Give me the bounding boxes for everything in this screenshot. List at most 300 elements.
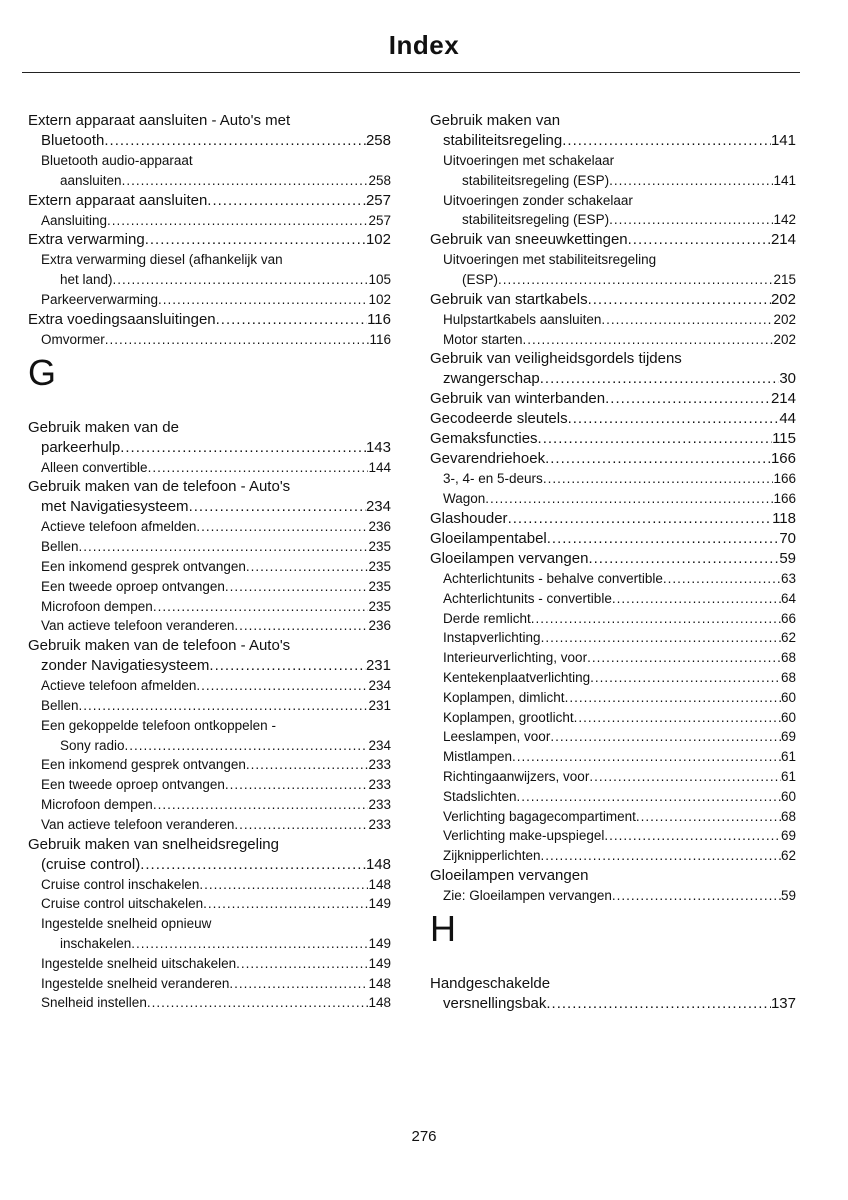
index-subentry [430,589,796,609]
entry-text: Bellen [41,697,79,713]
section-letter: G [28,351,57,393]
dot-leader [216,310,367,330]
dot-leader [517,787,781,807]
entry-text: Microfoon dempen [41,598,153,614]
index-entry [430,549,796,569]
dot-leader [568,409,780,429]
index-subentry [28,616,391,636]
page-reference: 116 [369,331,391,347]
entry-text: zwangerschap [443,370,540,388]
entry-text: zonder Navigatiesysteem [41,657,210,675]
title-divider [22,72,800,73]
entry-text: Gloeilampen vervangen [430,549,589,567]
index-subentry [430,628,796,648]
page-reference: 68 [780,808,796,824]
index-subentry [28,211,391,231]
entry-text: (ESP) [462,271,499,287]
page-reference: 233 [368,777,391,793]
dot-leader [612,886,781,906]
page-reference: 44 [779,410,796,428]
entry-text: Een tweede oproep ontvangen [41,578,225,594]
page-reference: 235 [368,598,391,614]
dot-leader [565,688,781,708]
dot-leader [588,290,771,310]
entry-text: Mistlampen [443,749,513,765]
entry-text: Achterlichtunits - convertible [443,590,612,606]
index-entry [430,529,796,549]
page-reference: 234 [365,498,391,516]
index-entry [430,994,796,1014]
entry-text: Bluetooth [41,132,105,149]
entry-text: Ingestelde snelheid uitschakelen [41,955,237,971]
index-subentry [430,489,796,509]
entry-text: Gebruik van sneeuwkettingen [430,231,628,249]
entry-text: Derde remlicht [443,610,531,626]
index-subentry [430,668,796,688]
page-reference: 61 [780,768,796,784]
entry-text: Een tweede oproep ontvangen [41,777,225,793]
index-entry [28,438,391,458]
index-subentry [28,171,391,191]
dot-leader [196,676,368,696]
index-subentry [28,775,391,795]
page-reference: 69 [780,729,796,745]
entry-text: het land) [60,272,113,288]
dot-leader [541,628,781,648]
page-reference: 234 [368,737,391,753]
page-reference: 144 [368,459,391,475]
dot-leader [547,529,780,549]
dot-leader [207,191,366,211]
page-reference: 141 [770,132,796,149]
entry-text: Cruise control uitschakelen [41,896,204,912]
dot-leader [246,755,369,775]
index-entry [28,310,391,330]
page-reference: 102 [368,291,391,307]
page-reference: 258 [368,172,391,188]
entry-text: Verlichting make-upspiegel [443,828,605,844]
page-reference: 235 [368,539,391,555]
dot-leader [209,656,366,676]
index-entry [28,111,391,131]
page-reference: 69 [780,828,796,844]
page-reference: 62 [780,630,796,646]
entry-text: Extern apparaat aansluiten - Auto's met [28,112,291,129]
dot-leader [588,549,779,569]
entry-text: Gebruik maken van de telefoon - Auto's [28,637,291,655]
dot-leader [189,497,366,517]
index-entry [28,191,391,211]
index-subentry [430,469,796,489]
page-reference: 59 [780,887,796,903]
page-reference: 137 [770,994,796,1012]
index-entry [430,866,796,886]
index-entry [28,855,391,875]
entry-text: Extra verwarming [28,231,145,249]
index-entry [28,230,391,250]
page-reference: 68 [780,650,796,666]
index-column-left [28,111,391,1013]
entry-text: Actieve telefoon afmelden [41,519,197,535]
entry-text: Interieurverlichting, voor [443,650,588,666]
dot-leader [512,747,781,767]
index-entry [430,131,796,151]
entry-text: Motor starten [443,331,523,347]
index-subentry [28,914,391,934]
entry-text: Extra voedingsaansluitingen [28,310,216,328]
entry-text: Snelheid instellen [41,995,147,1011]
dot-leader [234,616,368,636]
page-reference: 148 [368,995,391,1011]
page-reference: 102 [365,231,391,249]
index-subentry [28,676,391,696]
entry-text: 3-, 4- en 5-deurs [443,471,543,487]
index-entry [430,449,796,469]
dot-leader [543,469,774,489]
index-subentry [28,517,391,537]
page-reference: 148 [365,855,391,873]
dot-leader [79,696,369,716]
dot-leader [229,974,368,994]
entry-text: Stadslichten [443,788,517,804]
section-letter: H [430,907,456,949]
index-subentry [28,290,391,310]
entry-text: Glashouder [430,509,508,527]
page-reference: 231 [368,697,391,713]
dot-leader [612,589,781,609]
dot-leader [153,597,369,617]
page-reference: 233 [368,816,391,832]
entry-text: Uitvoeringen zonder schakelaar [443,192,633,208]
index-subentry [28,537,391,557]
entry-text: Gebruik van veiligheidsgordels tijdens [430,350,682,368]
index-subentry [28,875,391,895]
dot-leader [546,994,771,1014]
page-reference: 202 [773,311,796,327]
index-subentry [28,250,391,270]
dot-leader [147,993,369,1013]
dot-leader [550,727,781,747]
entry-text: Achterlichtunits - behalve convertible [443,570,663,586]
index-subentry [430,727,796,747]
page-reference: 202 [773,331,796,347]
index-entry [430,349,796,369]
entry-text: Alleen convertible [41,459,148,475]
dot-leader [236,954,368,974]
dot-leader [574,708,781,728]
entry-text: met Navigatiesysteem [41,498,189,516]
index-subentry [430,569,796,589]
page-reference: 166 [773,471,796,487]
entry-text: Richtingaanwijzers, voor [443,768,590,784]
dot-leader [140,855,366,875]
dot-leader [531,609,781,629]
page-number: 276 [411,1128,437,1145]
dot-leader [131,934,368,954]
page-reference: 234 [368,678,391,694]
index-entry [28,477,391,497]
entry-text: Bluetooth audio-apparaat [41,153,193,168]
entry-text: Bellen [41,539,79,555]
dot-leader [485,489,773,509]
dot-leader [225,775,369,795]
index-subentry [28,270,391,290]
index-subentry [430,310,796,330]
index-subentry [28,716,391,736]
entry-text: Een inkomend gesprek ontvangen [41,757,246,773]
index-entry [430,509,796,529]
entry-text: aansluiten [60,172,122,188]
entry-text: stabiliteitsregeling [443,132,563,149]
index-subentry [28,458,391,478]
index-subentry [28,974,391,994]
entry-text: (cruise control) [41,855,141,873]
page-reference: 149 [368,955,391,971]
page-reference: 235 [368,578,391,594]
dot-leader [105,330,370,350]
entry-text: Een inkomend gesprek ontvangen [41,558,246,574]
page-reference: 115 [772,430,796,448]
index-subentry [430,171,796,191]
index-entry [430,230,796,250]
dot-leader [225,577,369,597]
index-subentry [430,886,796,906]
index-subentry [28,151,391,171]
dot-leader [541,846,781,866]
index-entry [28,636,391,656]
entry-text: Uitvoeringen met stabiliteitsregeling [443,252,657,268]
index-entry [430,429,796,449]
page-reference: 235 [368,558,391,574]
dot-leader [601,310,773,330]
entry-text: Koplampen, grootlicht [443,709,574,725]
entry-text: Cruise control inschakelen [41,876,200,892]
page-reference: 62 [780,848,796,864]
dot-leader [605,389,771,409]
page-reference: 64 [780,590,796,606]
entry-text: Ingestelde snelheid opnieuw [41,916,212,932]
index-subentry [430,807,796,827]
index-subentry [430,250,796,270]
entry-text: Gebruik maken van de telefoon - Auto's [28,478,291,496]
entry-text: Omvormer [41,331,105,347]
index-entry [28,835,391,855]
page-reference: 59 [779,549,796,567]
entry-text: Sony radio [60,737,125,753]
index-subentry [430,767,796,787]
index-subentry [28,894,391,914]
page-reference: 149 [368,935,391,951]
section-spacer [430,964,796,974]
page-reference: 30 [779,370,796,388]
entry-text: Extern apparaat aansluiten [28,191,208,209]
page-reference: 148 [368,975,391,991]
dot-leader [540,369,780,389]
page-reference: 236 [368,519,391,535]
index-subentry [430,826,796,846]
dot-leader [79,537,369,557]
dot-leader [113,270,369,290]
entry-text: Microfoon dempen [41,796,153,812]
index-subentry [28,755,391,775]
section-spacer [28,408,391,418]
page-reference: 257 [368,212,391,228]
dot-leader [604,826,781,846]
page-reference: 116 [367,310,391,328]
dot-leader [508,509,773,529]
dot-leader [628,230,771,250]
entry-text: stabiliteitsregeling (ESP) [462,172,610,188]
index-entry [28,656,391,676]
index-subentry [430,787,796,807]
entry-text: Gebruik van winterbanden [430,390,606,408]
index-subentry [430,191,796,211]
dot-leader [199,875,368,895]
page-reference: 60 [780,788,796,804]
entry-text: Een gekoppelde telefoon ontkoppelen - [41,717,276,733]
index-subentry [28,815,391,835]
index-subentry [430,609,796,629]
entry-text: Aansluiting [41,212,108,228]
entry-text: Gloeilampentabel [430,529,547,547]
entry-text: parkeerhulp [41,438,121,456]
page-reference: 63 [780,570,796,586]
entry-text: Gecodeerde sleutels [430,410,568,428]
dot-leader [104,131,366,151]
page-reference: 233 [368,757,391,773]
page-reference: 105 [368,272,391,288]
dot-leader [590,668,781,688]
dot-leader [120,438,366,458]
dot-leader [538,429,773,449]
page-reference: 258 [365,132,391,149]
dot-leader [562,131,771,151]
page-reference: 141 [773,172,796,188]
page-reference: 70 [779,529,796,547]
page-reference: 142 [773,212,796,228]
page-title: Index [388,30,460,60]
index-subentry [28,330,391,350]
entry-text: Handgeschakelde [430,974,551,992]
index-subentry [430,688,796,708]
index-subentry [28,795,391,815]
index-subentry [430,708,796,728]
dot-leader [663,569,781,589]
dot-leader [636,807,781,827]
dot-leader [234,815,368,835]
dot-leader [107,211,368,231]
index-entry [430,369,796,389]
page-reference: 148 [368,876,391,892]
entry-text: Gevarendriehoek [430,450,546,468]
entry-text: stabiliteitsregeling (ESP) [462,212,610,228]
page-reference: 214 [770,390,796,408]
page-reference: 60 [780,689,796,705]
entry-text: Gemaksfuncties [430,430,538,448]
dot-leader [122,171,369,191]
page-reference: 257 [365,191,391,209]
index-entry [430,389,796,409]
entry-text: Van actieve telefoon veranderen [41,618,235,634]
entry-text: Koplampen, dimlicht [443,689,565,705]
page-reference: 233 [368,796,391,812]
entry-text: Hulpstartkabels aansluiten [443,311,602,327]
entry-text: Kentekenplaatverlichting [443,669,591,685]
entry-text: versnellingsbak [443,994,547,1012]
page-reference: 66 [780,610,796,626]
page-reference: 236 [368,618,391,634]
index-subentry [430,648,796,668]
page-reference: 68 [780,669,796,685]
entry-text: Actieve telefoon afmelden [41,678,197,694]
entry-text: Gebruik maken van [430,112,561,129]
index-entry [430,111,796,131]
index-subentry [430,747,796,767]
page-reference: 60 [780,709,796,725]
page-reference: 143 [365,438,391,456]
dot-leader [125,736,369,756]
index-subentry [28,696,391,716]
index-subentry [28,557,391,577]
index-entry [430,409,796,429]
entry-text: inschakelen [60,935,132,951]
entry-text: Leeslampen, voor [443,729,551,745]
dot-leader [498,270,773,290]
index-subentry [430,151,796,171]
page-reference: 215 [773,271,796,287]
dot-leader [203,894,368,914]
index-column-right [430,111,796,1014]
entry-text: Gebruik van startkabels [430,290,588,308]
entry-text: Zijknipperlichten [443,848,541,864]
page-reference: 202 [770,290,796,308]
index-entry [430,974,796,994]
entry-text: Uitvoeringen met schakelaar [443,153,615,168]
dot-leader [523,330,774,350]
entry-text: Gebruik maken van de [28,418,179,436]
entry-text: Extra verwarming diesel (afhankelijk van [41,252,283,268]
index-entry [430,290,796,310]
index-subentry [28,577,391,597]
page-reference: 149 [368,896,391,912]
entry-text: Wagon [443,491,486,507]
page-reference: 214 [770,231,796,249]
dot-leader [587,648,781,668]
page-reference: 61 [780,749,796,765]
index-entry [28,418,391,438]
index-entry [28,497,391,517]
index-subentry [430,330,796,350]
page-reference: 118 [772,509,796,527]
entry-text: Ingestelde snelheid veranderen [41,975,230,991]
index-subentry [430,270,796,290]
dot-leader [158,290,368,310]
page-reference: 231 [365,657,391,675]
index-subentry [28,597,391,617]
entry-text: Gloeilampen vervangen [430,866,589,884]
dot-leader [545,449,771,469]
entry-text: Zie: Gloeilampen vervangen [443,887,612,903]
index-subentry [430,210,796,230]
dot-leader [609,171,773,191]
dot-leader [196,517,368,537]
dot-leader [609,210,773,230]
page-reference: 166 [770,450,796,468]
index-entry [28,131,391,151]
index-subentry [28,736,391,756]
entry-text: Parkeerverwarming [41,291,159,307]
dot-leader [246,557,369,577]
